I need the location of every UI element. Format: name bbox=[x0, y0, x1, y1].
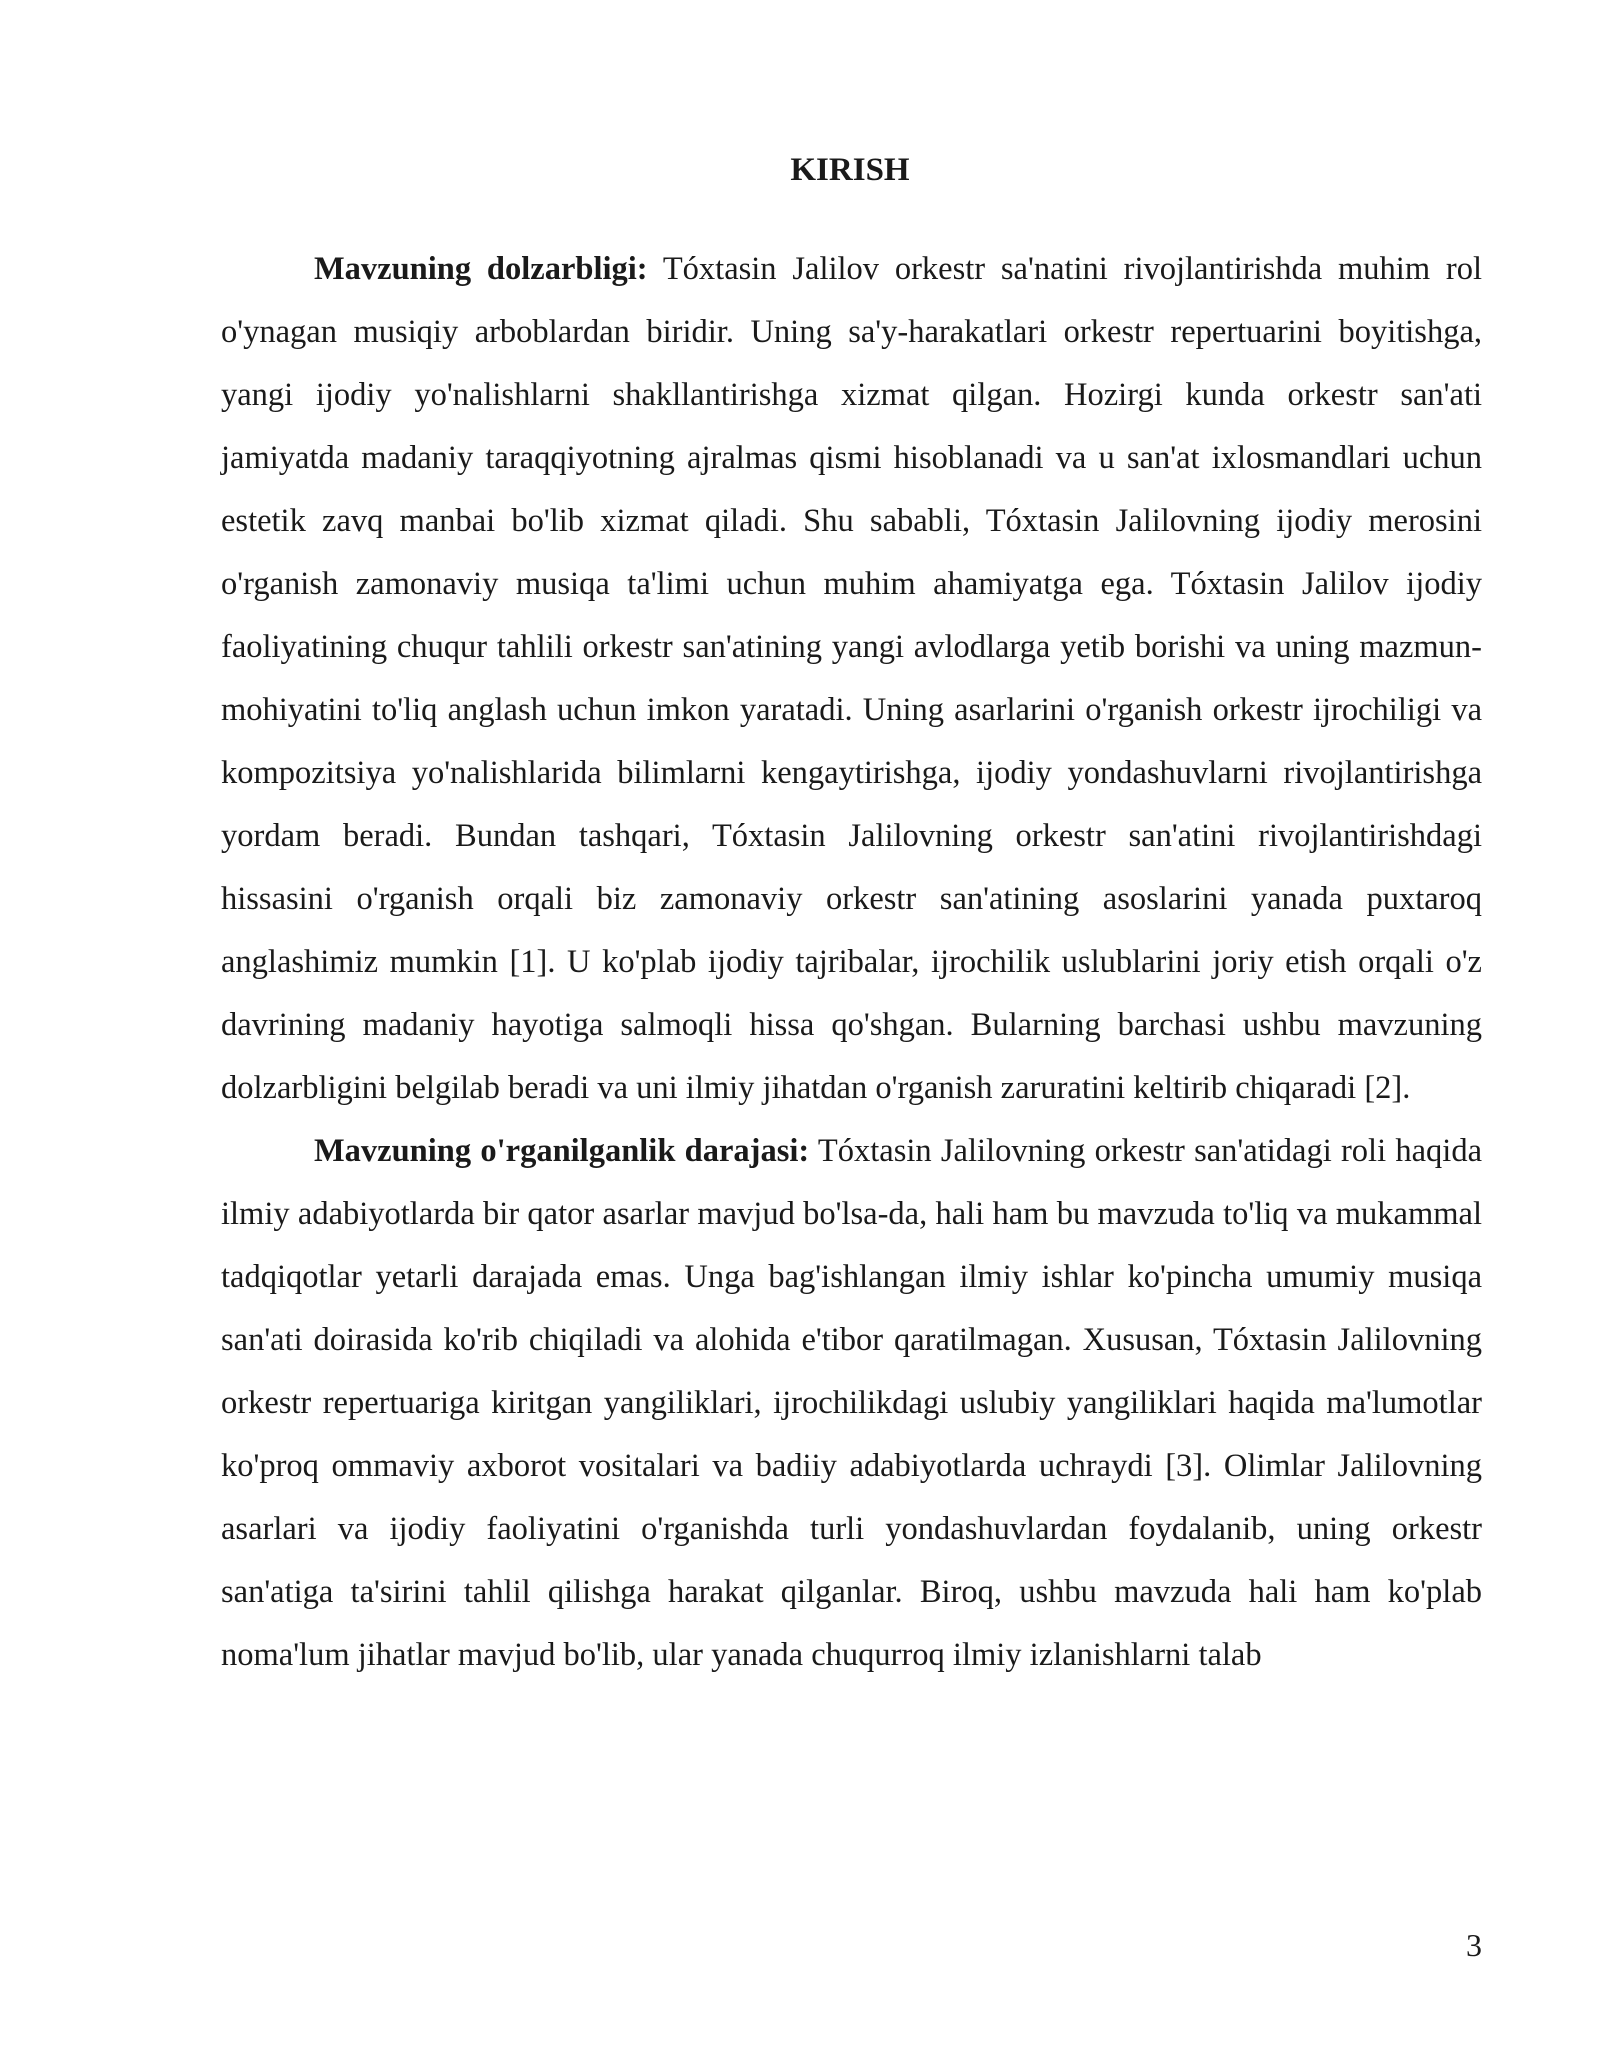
document-body bbox=[221, 238, 1482, 1687]
paragraph-text: Tóxtasin Jalilovning orkestr san'atidagi roli haqida ilmiy adabiyotlarda bir qator asarlar mavjud bo'lsa-da, hali ham bu mavzuda to'liq va mukammal tadqiqotlar yetarli darajada emas. Unga bag'ishlangan ilmiy ishlar ko'pincha umumiy musiqa san'ati doirasida ko'rib chiqiladi va alohida e'tibor qaratilmagan. Xususan, Tóxtasin Jalilovning orkestr repertuariga kiritgan yangiliklari, ijrochilikdagi uslubiy yangiliklari haqida ma'lumotlar ko'proq ommaviy axborot vositalari va badiiy adabiyotlarda uchraydi [3]. Olimlar Jalilovning asarlari va ijodiy faoliyatini o'rganishda turli yondashuvlardan foydalanib, uning orkestr san'atiga ta'sirini tahlil qilishga harakat qilganlar. Biroq, ushbu mavzuda hali ham ko'plab noma'lum jihatlar mavjud bo'lib, ular yanada chuqurroq ilmiy izlanishlarni talab bbox=[221, 1133, 1482, 1673]
page-number: 3 bbox=[1466, 1927, 1482, 1963]
page-title: KIRISH bbox=[790, 152, 910, 188]
paragraph-relevance bbox=[221, 238, 1482, 1120]
paragraph-text: Tóxtasin Jalilov orkestr sa'natini rivojlantirishda muhim rol o'ynagan musiqiy arboblardan biridir. Uning sa'y-harakatlari orkestr repertuarini boyitishga, yangi ijodiy yo'nalishlarni shakllantirishga xizmat qilgan. Hozirgi kunda orkestr san'ati jamiyatda madaniy taraqqiyotning ajralmas qismi hisoblanadi va u san'at ixlosmandlari uchun estetik zavq manbai bo'lib xizmat qiladi. Shu sababli, Tóxtasin Jalilovning ijodiy merosini o'rganish zamonaviy musiqa ta'limi uchun muhim ahamiyatga ega. Tóxtasin Jalilov ijodiy faoliyatining chuqur tahlili orkestr san'atining yangi avlodlarga yetib borishi va uning mazmun-mohiyatini to'liq anglash uchun imkon yaratadi. Uning asarlarini o'rganish orkestr ijrochiligi va kompozitsiya yo'nalishlarida bilimlarni kengaytirishga, ijodiy yondashuvlarni rivojlantirishga yordam beradi. Bundan tashqari, Tóxtasin Jalilovning orkestr san'atini rivojlantirishdagi hissasini o'rganish orqali biz zamonaviy orkestr san'atining asoslarini yanada puxtaroq anglashimiz mumkin [1]. U ko'plab ijodiy tajribalar, ijrochilik uslublarini joriy etish orqali o'z davrining madaniy hayotiga salmoqli hissa qo'shgan. Bularning barchasi ushbu mavzuning dolzarbligini belgilab beradi va uni ilmiy jihatdan o'rganish zaruratini keltirib chiqaradi [2]. bbox=[221, 251, 1483, 1106]
paragraph-label: Mavzuning dolzarbligi: bbox=[314, 251, 648, 287]
paragraph-study-level bbox=[221, 1120, 1482, 1687]
paragraph-label: Mavzuning o'rganilganlik darajasi: bbox=[314, 1133, 810, 1169]
